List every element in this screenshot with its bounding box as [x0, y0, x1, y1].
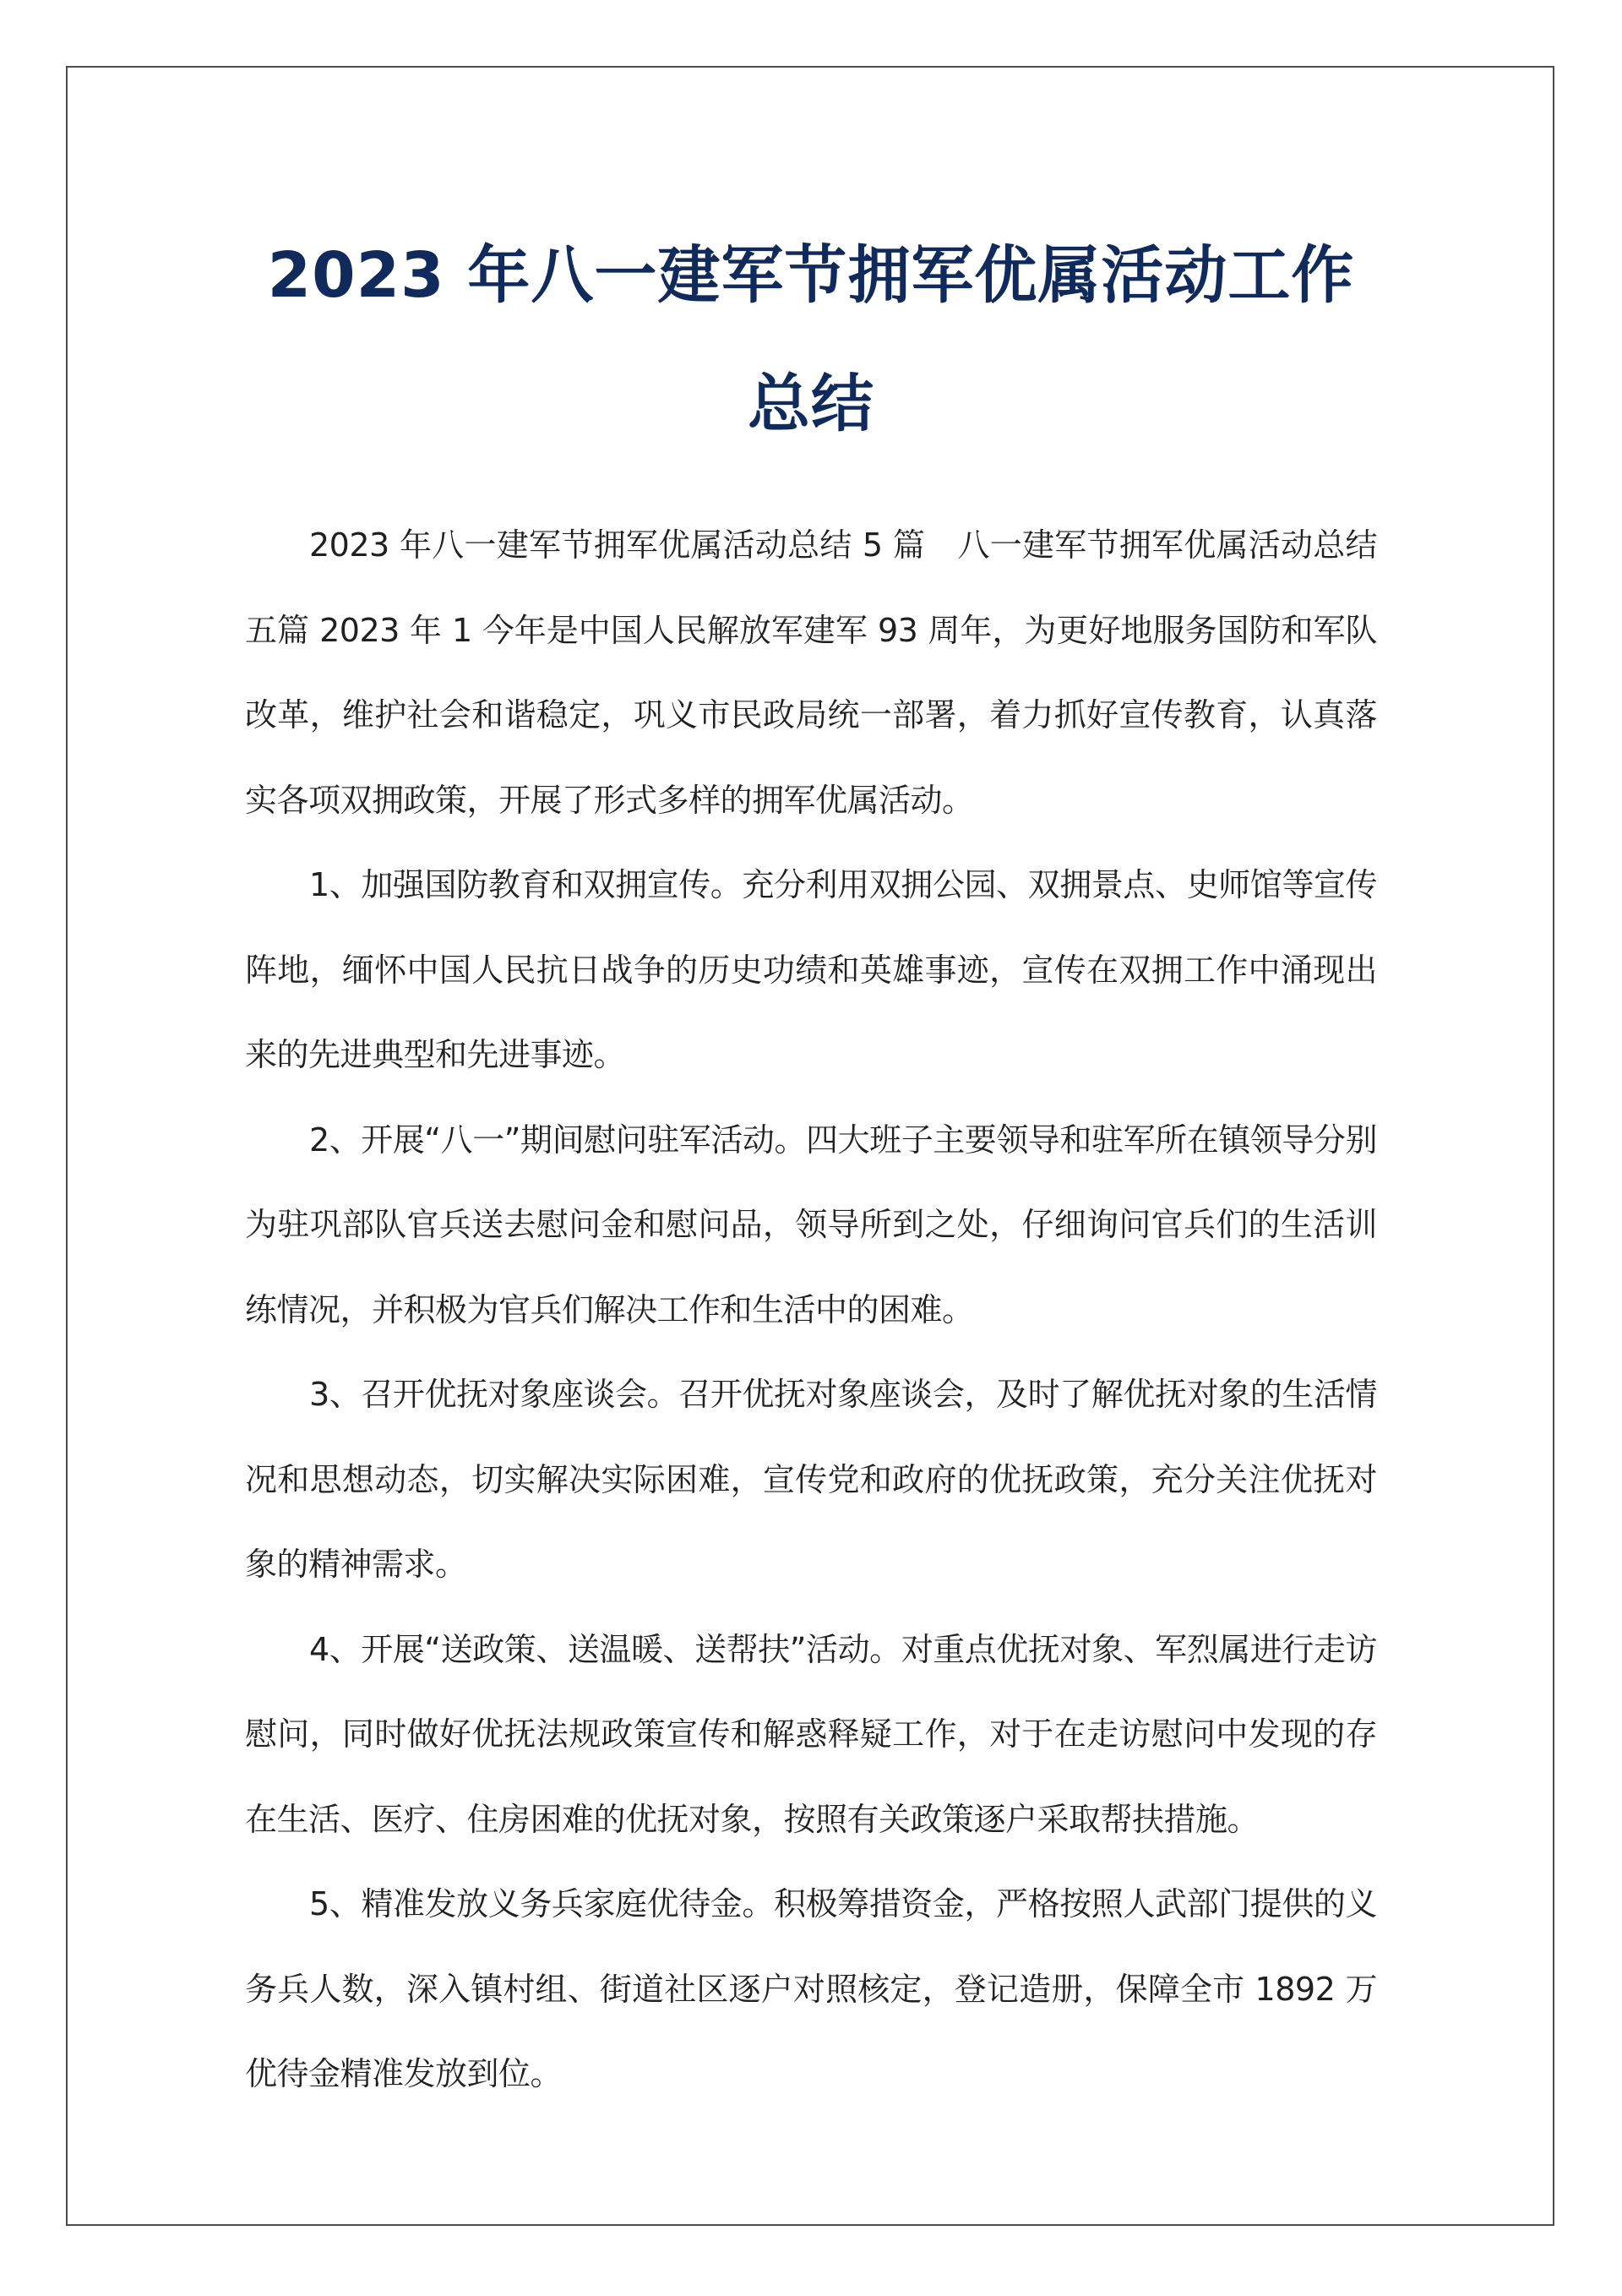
- title-line-2: 总结: [748, 368, 874, 440]
- document-body: [245, 503, 1377, 2117]
- paragraph-item-1: 1、加强国防教育和双拥宣传。充分利用双拥公园、双拥景点、史师馆等宣传阵地，缅怀中国人民抗日战争的历史功绩和英雄事迹，宣传在双拥工作中涌现出来的先进典型和先进事迹。: [245, 866, 1377, 1073]
- document-title: [228, 211, 1394, 468]
- paragraph-item-3: 3、召开优抚对象座谈会。召开优抚对象座谈会，及时了解优抚对象的生活情况和思想动态，切实解决实际困难，宣传党和政府的优抚政策，充分关注优抚对象的精神需求。: [245, 1376, 1377, 1583]
- title-line-1: 2023 年八一建军节拥军优属活动工作: [267, 239, 1355, 312]
- paragraph-item-4: 4、开展“送政策、送温暖、送帮扶”活动。对重点优抚对象、军烈属进行走访慰问，同时做好优抚法规政策宣传和解惑释疑工作，对于在走访慰问中发现的存在生活、医疗、住房困难的优抚对象，按照有关政策逐户采取帮扶措施。: [245, 1630, 1377, 1838]
- paragraph-intro: 2023 年八一建军节拥军优属活动总结 5 篇 八一建军节拥军优属活动总结五篇 2023 年 1 今年是中国人民解放军建军 93 周年，为更好地服务国防和军队改革，维护社会和谐稳定，巩义市民政局统一部署，着力抓好宣传教育，认真落实各项双拥政策，开展了形式多样的拥军优属活动。: [245, 526, 1377, 819]
- paragraph-item-2: 2、开展“八一”期间慰问驻军活动。四大班子主要领导和驻军所在镇领导分别为驻巩部队官兵送去慰问金和慰问品，领导所到之处，仔细询问官兵们的生活训练情况，并积极为官兵们解决工作和生活中的困难。: [245, 1121, 1377, 1328]
- paragraph-item-5: 5、精准发放义务兵家庭优待金。积极筹措资金，严格按照人武部门提供的义务兵人数，深入镇村组、街道社区逐户对照核定，登记造册，保障全市 1892 万优待金精准发放到位。: [245, 1885, 1377, 2092]
